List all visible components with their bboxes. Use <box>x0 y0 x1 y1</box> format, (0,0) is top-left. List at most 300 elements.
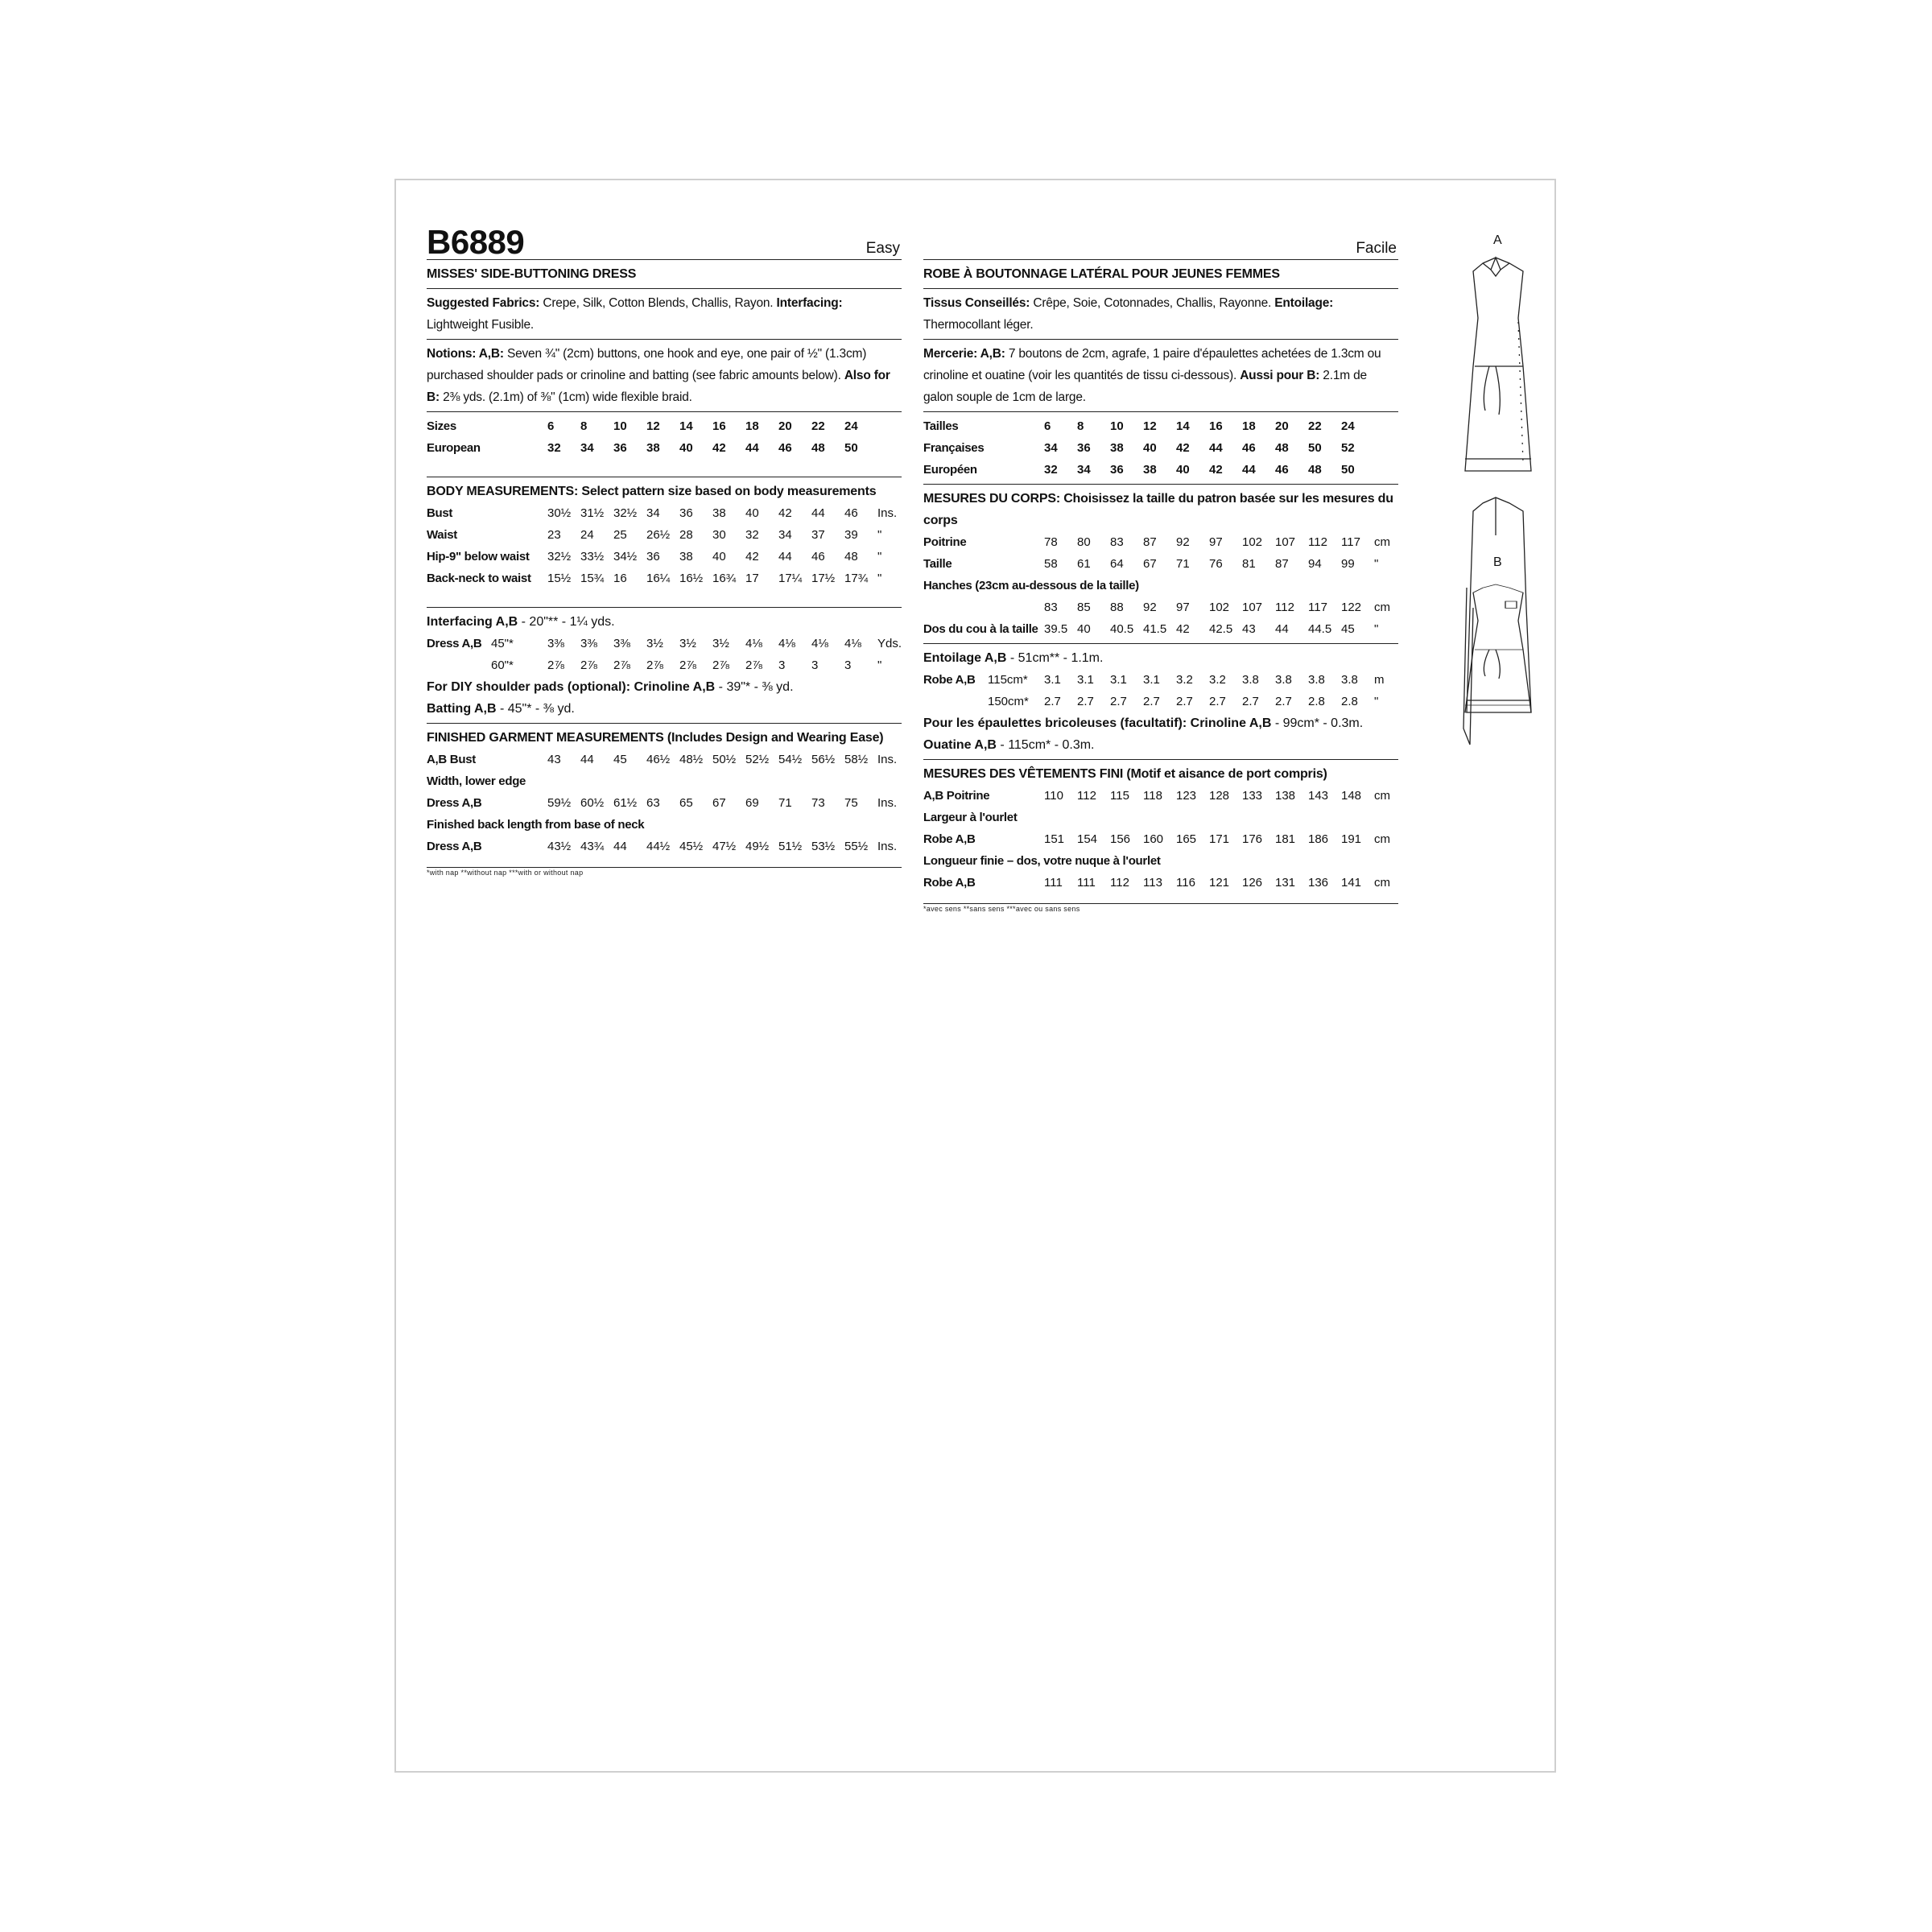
table-cell: 14 <box>1176 419 1190 433</box>
table-row <box>923 618 1398 640</box>
row-unit: " <box>1374 695 1379 708</box>
table-cell: 148 <box>1341 789 1362 803</box>
table-cell: 42 <box>1176 441 1190 455</box>
table-cell: 38 <box>712 506 726 520</box>
table-cell: 2.7 <box>1275 695 1292 708</box>
table-cell: 3.2 <box>1209 673 1226 687</box>
table-cell: 17¾ <box>844 572 869 585</box>
table-cell: 83 <box>1110 535 1124 549</box>
table-cell: 122 <box>1341 601 1362 614</box>
row-label: Dress A,B <box>427 840 482 853</box>
footnote: *with nap **without nap ***with or without nap <box>427 869 584 877</box>
table-cell: 44.5 <box>1308 622 1332 636</box>
row-label: Dress A,B <box>427 637 482 650</box>
table-cell: 128 <box>1209 789 1230 803</box>
table-cell: 171 <box>1209 832 1230 846</box>
table-cell: 94 <box>1308 557 1322 571</box>
table-cell: 136 <box>1308 876 1329 890</box>
table-cell: 60½ <box>580 796 605 810</box>
table-cell: 26½ <box>646 528 671 542</box>
table-cell: 15¾ <box>580 572 605 585</box>
table-row <box>923 531 1398 553</box>
table-cell: 44 <box>811 506 825 520</box>
table-cell: 17¼ <box>778 572 803 585</box>
table-cell: 32 <box>1044 463 1058 477</box>
row-label: Sizes <box>427 419 456 433</box>
row-label: Waist <box>427 528 457 542</box>
row-label: Robe A,B <box>923 673 976 687</box>
table-cell: 54½ <box>778 753 803 766</box>
table-cell: 83 <box>1044 601 1058 614</box>
row-label: A,B Poitrine <box>923 789 990 803</box>
table-cell: 52 <box>1341 441 1355 455</box>
table-cell: 45 <box>613 753 627 766</box>
row-unit: m <box>1374 673 1385 687</box>
row-label: Taille <box>923 557 952 571</box>
table-cell: 40 <box>1143 441 1157 455</box>
table-cell: 58½ <box>844 753 869 766</box>
table-cell: 12 <box>646 419 660 433</box>
table-cell: 42 <box>1209 463 1223 477</box>
table-cell: 4⅛ <box>778 637 795 650</box>
table-cell: 40 <box>745 506 759 520</box>
table-row <box>923 850 1398 872</box>
table-cell: 34 <box>1044 441 1058 455</box>
row-unit <box>1374 415 1398 437</box>
table-cell: 36 <box>679 506 693 520</box>
table-cell: 2.8 <box>1341 695 1358 708</box>
table-cell: 3.8 <box>1308 673 1325 687</box>
table-row <box>427 502 902 524</box>
table-row <box>923 872 1398 894</box>
table-cell: 45 <box>1341 622 1355 636</box>
table-cell: 3.1 <box>1110 673 1127 687</box>
table-cell: 3.1 <box>1143 673 1160 687</box>
table-cell: 52½ <box>745 753 770 766</box>
table-cell: 3.8 <box>1242 673 1259 687</box>
table-cell: 76 <box>1209 557 1223 571</box>
table-cell: 118 <box>1143 789 1162 803</box>
table-cell: 30 <box>712 528 726 542</box>
table-cell: 3½ <box>712 637 729 650</box>
notions-text-fr: 7 boutons de 2cm, agrafe, 1 paire d'épaulettes achetées de 1.3cm ou crinoline et ouatine (voir les quantités de tissu ci-dessous). <box>923 347 1381 382</box>
table-cell: 2.7 <box>1077 695 1094 708</box>
table-cell: 112 <box>1275 601 1294 614</box>
table-cell: 2⅞ <box>547 658 564 672</box>
batting-yardage <box>427 698 902 720</box>
table-cell: 131 <box>1275 876 1296 890</box>
notions-section <box>427 340 902 412</box>
row-label: Finished back length from base of neck <box>427 818 645 832</box>
table-cell: 36 <box>1110 463 1124 477</box>
table-cell: 138 <box>1275 789 1296 803</box>
table-cell: 24 <box>1341 419 1355 433</box>
table-cell: 2.7 <box>1242 695 1259 708</box>
interfacing-yardage-label: Interfacing A,B <box>427 615 518 629</box>
table-cell: 102 <box>1242 535 1263 549</box>
table-cell: 99 <box>1341 557 1355 571</box>
table-cell: 67 <box>1143 557 1157 571</box>
table-cell: 38 <box>1143 463 1157 477</box>
table-row <box>923 807 1398 828</box>
diy-label-fr: Pour les épaulettes bricoleuses (facultatif): Crinoline A,B <box>923 716 1272 730</box>
table-cell: 46 <box>1242 441 1256 455</box>
table-cell: 10 <box>1110 419 1124 433</box>
table-cell: 156 <box>1110 832 1131 846</box>
table-cell: 34 <box>778 528 792 542</box>
table-cell: 107 <box>1275 535 1296 549</box>
table-row <box>923 437 1398 459</box>
table-cell: 38 <box>1110 441 1124 455</box>
table-cell: 16½ <box>679 572 704 585</box>
table-cell: 44½ <box>646 840 671 853</box>
view-b-label: B <box>1493 555 1502 569</box>
table-cell: 133 <box>1242 789 1263 803</box>
table-cell: 2⅞ <box>712 658 729 672</box>
table-row <box>427 415 902 437</box>
row-unit: cm <box>1374 535 1390 549</box>
table-cell: 126 <box>1242 876 1263 890</box>
table-row <box>923 828 1398 850</box>
row-label: Hip-9" below waist <box>427 550 530 564</box>
table-cell: 113 <box>1143 876 1162 890</box>
table-cell: 22 <box>811 419 825 433</box>
table-cell: 4⅛ <box>745 637 762 650</box>
table-row <box>427 524 902 546</box>
table-cell: 48 <box>1308 463 1322 477</box>
row-unit <box>877 437 902 459</box>
row-label <box>923 597 1044 618</box>
notions-b-label: Also for B: <box>427 369 890 404</box>
table-cell: 191 <box>1341 832 1362 846</box>
table-cell: 110 <box>1044 789 1063 803</box>
table-cell: 64 <box>1110 557 1124 571</box>
table-cell: 2⅞ <box>580 658 597 672</box>
finished-measurements-section-fr <box>923 760 1398 904</box>
row-label <box>923 691 988 712</box>
entoilage-yardage <box>923 647 1398 669</box>
table-cell: 46 <box>1275 463 1289 477</box>
table-cell: 81 <box>1242 557 1256 571</box>
diy-text: - 39"* - ⅜ yd. <box>715 680 794 694</box>
table-cell: 44 <box>1242 463 1256 477</box>
body-measurements-section <box>427 477 902 608</box>
table-cell: 63 <box>646 796 660 810</box>
notions-text: Seven ¾" (2cm) buttons, one hook and eye, one pair of ½" (1.3cm) purchased shoulder pads or crinoline and batting (see fabric amounts below). <box>427 347 867 382</box>
row-unit: " <box>877 658 882 672</box>
table-cell: 3.8 <box>1275 673 1292 687</box>
table-cell: 44 <box>613 840 627 853</box>
table-cell: 143 <box>1308 789 1329 803</box>
table-cell: 36 <box>613 441 627 455</box>
table-cell: 78 <box>1044 535 1058 549</box>
table-cell: 39.5 <box>1044 622 1068 636</box>
table-cell: 44 <box>1209 441 1223 455</box>
table-cell: 34½ <box>613 550 638 564</box>
table-cell: 3.1 <box>1077 673 1094 687</box>
table-cell: 50 <box>1341 463 1355 477</box>
table-cell: 2.7 <box>1044 695 1061 708</box>
row-unit: Ins. <box>877 506 898 520</box>
table-cell: 71 <box>1176 557 1190 571</box>
table-cell: 46 <box>811 550 825 564</box>
row-label: Dos du cou à la taille <box>923 622 1038 636</box>
table-cell: 111 <box>1044 876 1063 890</box>
table-cell: 102 <box>1209 601 1230 614</box>
row-unit: Ins. <box>877 753 898 766</box>
yardage-section <box>427 608 902 724</box>
table-row <box>923 553 1398 575</box>
table-cell: 40 <box>712 550 726 564</box>
table-cell: 24 <box>844 419 858 433</box>
row-unit <box>1374 459 1398 481</box>
ouatine-label: Ouatine A,B <box>923 738 997 752</box>
view-a-label: A <box>1493 233 1502 247</box>
table-cell: 44 <box>580 753 594 766</box>
table-cell: 6 <box>547 419 555 433</box>
interfacing-yardage-text: - 20"** - 1¼ yds. <box>518 615 615 629</box>
table-cell: 18 <box>1242 419 1256 433</box>
table-cell: 176 <box>1242 832 1263 846</box>
table-cell: 181 <box>1275 832 1296 846</box>
row-unit: " <box>877 528 882 542</box>
table-cell: 20 <box>778 419 792 433</box>
batting-label: Batting A,B <box>427 702 497 716</box>
table-cell: 53½ <box>811 840 836 853</box>
table-cell: 41.5 <box>1143 622 1167 636</box>
table-cell: 39 <box>844 528 858 542</box>
table-cell: 42 <box>745 550 759 564</box>
table-cell: 3½ <box>679 637 696 650</box>
table-cell: 18 <box>745 419 759 433</box>
table-cell: 58 <box>1044 557 1058 571</box>
interfacing-yardage <box>427 611 902 633</box>
table-cell: 44 <box>745 441 759 455</box>
diy-shoulder-pads <box>427 676 902 698</box>
table-cell: 87 <box>1143 535 1157 549</box>
table-cell: 44 <box>778 550 792 564</box>
table-cell: 20 <box>1275 419 1289 433</box>
table-cell: 14 <box>679 419 693 433</box>
table-cell: 45½ <box>679 840 704 853</box>
table-cell: 3⅜ <box>580 637 597 650</box>
table-cell: 2⅞ <box>646 658 663 672</box>
difficulty-label-fr: Facile <box>1356 240 1397 257</box>
table-cell: 65 <box>679 796 693 810</box>
table-cell: 23 <box>547 528 561 542</box>
table-cell: 50½ <box>712 753 737 766</box>
table-cell: 10 <box>613 419 627 433</box>
dress-a-front-illustration <box>1465 258 1531 471</box>
dress-yardage-table <box>427 633 902 676</box>
footnote-fr: *avec sens **sans sens ***avec ou sans sens <box>923 905 1080 913</box>
table-cell: 16 <box>712 419 726 433</box>
table-cell: 16¼ <box>646 572 671 585</box>
table-cell: 46½ <box>646 753 671 766</box>
table-cell: 34 <box>580 441 594 455</box>
row-sublabel: 45"* <box>491 637 514 650</box>
interfacing-label: Interfacing: <box>776 296 843 310</box>
table-cell: 12 <box>1143 419 1157 433</box>
table-cell: 186 <box>1308 832 1329 846</box>
table-row <box>923 415 1398 437</box>
table-cell: 59½ <box>547 796 572 810</box>
row-label <box>427 654 491 676</box>
dress-a-back-illustration <box>1463 497 1531 745</box>
table-cell: 50 <box>844 441 858 455</box>
row-label: Hanches (23cm au-dessous de la taille) <box>923 579 1139 592</box>
table-cell: 71 <box>778 796 792 810</box>
table-cell: 4⅛ <box>844 637 861 650</box>
row-label: A,B Bust <box>427 753 476 766</box>
fabrics-text: Crepe, Silk, Cotton Blends, Challis, Rayon. <box>539 296 777 310</box>
row-unit: Ins. <box>877 840 898 853</box>
table-cell: 8 <box>580 419 588 433</box>
table-cell: 151 <box>1044 832 1065 846</box>
table-cell: 3 <box>778 658 786 672</box>
fabrics-text-fr: Crêpe, Soie, Cotonnades, Challis, Rayonne. <box>1030 296 1275 310</box>
fabrics-label-fr: Tissus Conseillés: <box>923 296 1030 310</box>
french-column <box>923 221 1398 913</box>
row-label: Bust <box>427 506 453 520</box>
table-cell: 3.8 <box>1341 673 1358 687</box>
table-cell: 160 <box>1143 832 1164 846</box>
finished-measurements-table <box>427 749 902 857</box>
row-label: Françaises <box>923 441 985 455</box>
table-cell: 56½ <box>811 753 836 766</box>
table-cell: 97 <box>1209 535 1223 549</box>
table-cell: 3.2 <box>1176 673 1193 687</box>
table-cell: 3½ <box>646 637 663 650</box>
table-cell: 38 <box>646 441 660 455</box>
dress-b-front-illustration <box>1465 584 1531 712</box>
table-cell: 36 <box>1077 441 1091 455</box>
table-cell: 2.7 <box>1176 695 1193 708</box>
body-measurements-section-fr <box>923 485 1398 644</box>
table-cell: 2.7 <box>1209 695 1226 708</box>
body-measurements-title-fr: MESURES DU CORPS: Choisissez la taille du patron basée sur les mesures du corps <box>923 492 1393 527</box>
table-row <box>923 597 1398 618</box>
finished-measurements-section <box>427 724 902 868</box>
table-cell: 3 <box>844 658 852 672</box>
pattern-title: MISSES' SIDE-BUTTONING DRESS <box>427 267 637 281</box>
table-cell: 2.7 <box>1143 695 1160 708</box>
pattern-title-fr: ROBE À BOUTONNAGE LATÉRAL POUR JEUNES FEMMES <box>923 267 1280 281</box>
table-cell: 16 <box>613 572 627 585</box>
table-cell: 111 <box>1077 876 1096 890</box>
table-cell: 112 <box>1110 876 1129 890</box>
row-label: Tailles <box>923 419 959 433</box>
table-row <box>923 575 1398 597</box>
table-cell: 24 <box>580 528 594 542</box>
robe-yardage-table <box>923 669 1398 712</box>
table-cell: 69 <box>745 796 759 810</box>
table-cell: 37 <box>811 528 825 542</box>
row-unit: " <box>877 572 882 585</box>
table-row <box>427 792 902 814</box>
sizes-table <box>427 415 902 459</box>
style-number: B6889 <box>427 223 525 261</box>
notions-label-fr: Mercerie: A,B: <box>923 347 1005 361</box>
table-cell: 43 <box>1242 622 1256 636</box>
entoilage-text: - 51cm** - 1.1m. <box>1006 651 1104 665</box>
body-measurements-table-fr <box>923 531 1398 640</box>
table-cell: 42 <box>712 441 726 455</box>
row-label: Européen <box>923 463 977 477</box>
table-cell: 46 <box>778 441 792 455</box>
table-cell: 2⅞ <box>613 658 630 672</box>
finished-measurements-table-fr <box>923 785 1398 894</box>
table-cell: 38 <box>679 550 693 564</box>
ouatine-text: - 115cm* - 0.3m. <box>996 738 1095 752</box>
table-cell: 32½ <box>613 506 638 520</box>
row-unit: " <box>1374 557 1379 571</box>
table-cell: 115 <box>1110 789 1129 803</box>
table-cell: 75 <box>844 796 858 810</box>
table-cell: 16 <box>1209 419 1223 433</box>
sizes-section <box>427 412 902 477</box>
table-cell: 31½ <box>580 506 605 520</box>
notions-section-fr <box>923 340 1398 412</box>
table-cell: 49½ <box>745 840 770 853</box>
table-cell: 112 <box>1308 535 1327 549</box>
table-row <box>923 459 1398 481</box>
fabrics-section-fr <box>923 289 1398 340</box>
row-unit: cm <box>1374 789 1390 803</box>
table-cell: 2⅞ <box>745 658 762 672</box>
table-cell: 17 <box>745 572 759 585</box>
table-cell: 22 <box>1308 419 1322 433</box>
table-cell: 2⅞ <box>679 658 696 672</box>
table-cell: 17½ <box>811 572 836 585</box>
table-cell: 48 <box>844 550 858 564</box>
table-cell: 43½ <box>547 840 572 853</box>
sizes-table-fr <box>923 415 1398 481</box>
row-label: Poitrine <box>923 535 967 549</box>
table-cell: 154 <box>1077 832 1098 846</box>
row-label: European <box>427 441 481 455</box>
diy-label: For DIY shoulder pads (optional): Crinoline A,B <box>427 680 716 694</box>
notions-b-text: 2⅜ yds. (2.1m) of ⅜" (1cm) wide flexible braid. <box>439 390 692 404</box>
table-cell: 117 <box>1341 535 1360 549</box>
table-cell: 4⅛ <box>811 637 828 650</box>
table-cell: 16¾ <box>712 572 737 585</box>
batting-text: - 45"* - ⅜ yd. <box>496 702 575 716</box>
table-cell: 88 <box>1110 601 1124 614</box>
table-cell: 87 <box>1275 557 1289 571</box>
table-row <box>427 814 902 836</box>
yardage-section-fr <box>923 644 1398 760</box>
table-cell: 3⅜ <box>547 637 564 650</box>
ouatine-yardage <box>923 734 1398 756</box>
table-cell: 42 <box>1176 622 1190 636</box>
table-row <box>923 691 1398 712</box>
row-unit: Ins. <box>877 796 898 810</box>
row-unit: cm <box>1374 601 1390 614</box>
table-cell: 6 <box>1044 419 1051 433</box>
table-cell: 121 <box>1209 876 1230 890</box>
table-cell: 97 <box>1176 601 1190 614</box>
notions-b-text-fr: 2.1m de galon souple de 1cm de large. <box>923 369 1367 404</box>
table-cell: 40.5 <box>1110 622 1134 636</box>
table-row <box>427 836 902 857</box>
table-cell: 112 <box>1077 789 1096 803</box>
row-sublabel: 150cm* <box>988 695 1029 708</box>
fabrics-label: Suggested Fabrics: <box>427 296 540 310</box>
table-cell: 117 <box>1308 601 1327 614</box>
table-cell: 30½ <box>547 506 572 520</box>
table-row <box>427 633 902 654</box>
